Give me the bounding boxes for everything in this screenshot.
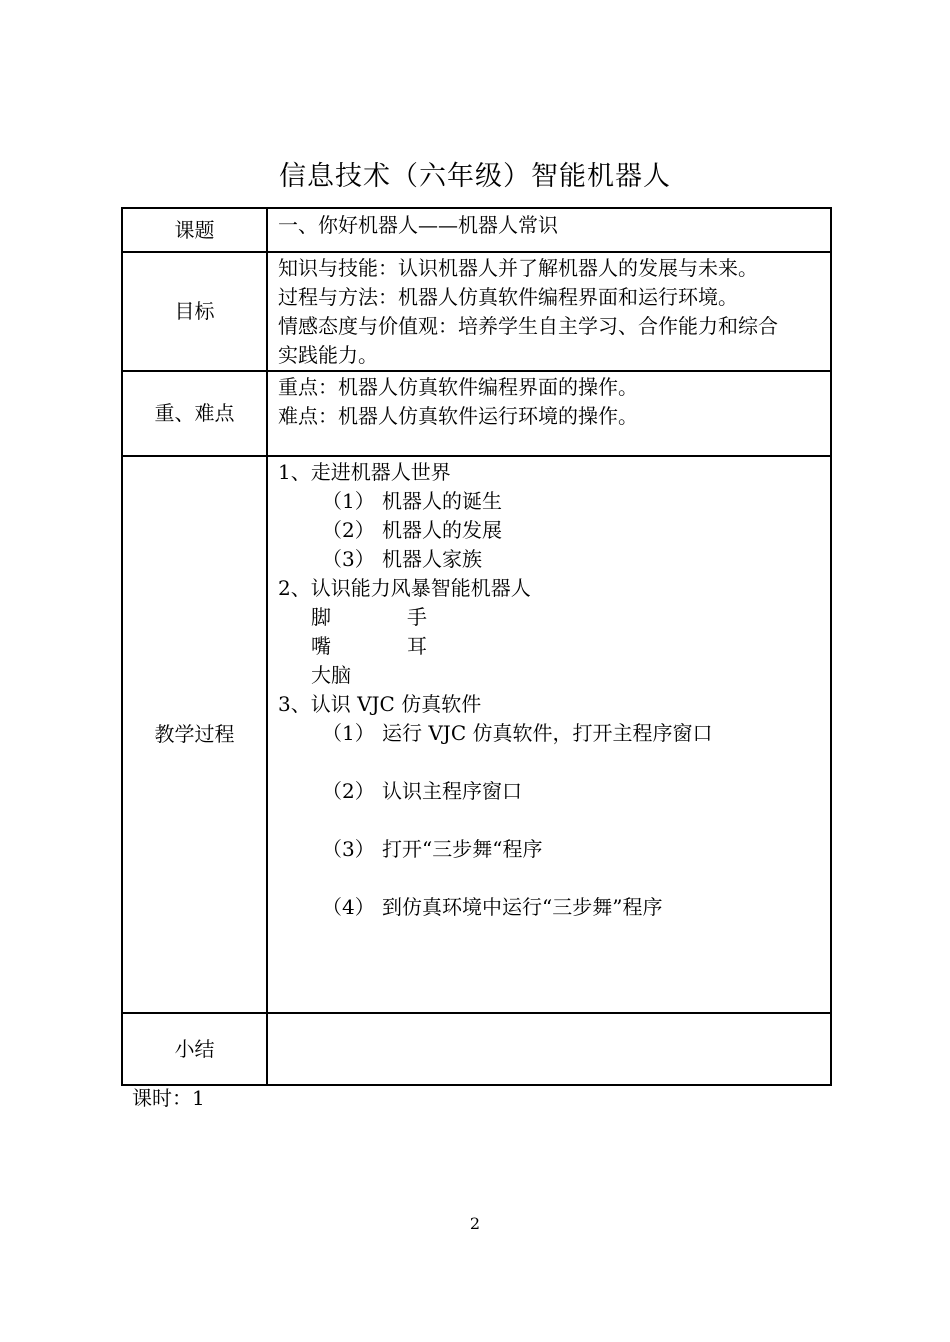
process-label: 教学过程 (122, 456, 267, 1013)
summary-label: 小结 (122, 1013, 267, 1085)
robot-part-row (278, 661, 824, 690)
list-item (278, 893, 824, 922)
key-points-cell (267, 371, 831, 456)
robot-part: 脚 (311, 605, 331, 629)
lesson-plan-table (121, 207, 832, 1086)
item-text: 运行 VJC 仿真软件，打开主程序窗口 (382, 721, 713, 745)
summary-row (122, 1013, 831, 1085)
page-number: 2 (469, 1214, 481, 1233)
item-number: （3） (322, 837, 375, 861)
robot-part: 手 (407, 605, 427, 629)
list-item (278, 719, 824, 748)
goal-line: 情感态度与价值观：培养学生自主学习、合作能力和综合 (278, 314, 778, 338)
robot-part-row (278, 603, 824, 632)
topic-row (122, 208, 831, 252)
difficult-point-line: 难点：机器人仿真软件运行环境的操作。 (278, 404, 638, 428)
list-item (278, 545, 824, 574)
topic-cell (267, 208, 831, 252)
key-point-line: 重点：机器人仿真软件编程界面的操作。 (278, 375, 638, 399)
goal-line: 实践能力。 (278, 343, 378, 367)
process-row (122, 456, 831, 1013)
item-number: （1） (322, 489, 375, 513)
item-text: 认识主程序窗口 (382, 779, 522, 803)
robot-part: 耳 (407, 634, 427, 658)
robot-part: 嘴 (311, 634, 331, 658)
item-text: 机器人的诞生 (382, 489, 502, 513)
list-item (278, 777, 824, 806)
goals-row (122, 252, 831, 371)
summary-cell (267, 1013, 831, 1085)
item-text: 机器人的发展 (382, 518, 502, 542)
item-text: 机器人家族 (382, 547, 482, 571)
robot-part-row (278, 632, 824, 661)
key-points-row (122, 371, 831, 456)
robot-part: 大脑 (311, 663, 351, 687)
item-number: （1） (322, 721, 375, 745)
item-text: 到仿真环境中运行“三步舞”程序 (382, 895, 663, 919)
topic-value: 一、你好机器人——机器人常识 (278, 213, 558, 237)
item-number: （2） (322, 518, 375, 542)
item-number: （3） (322, 547, 375, 571)
section-heading: 2、认识能力风暴智能机器人 (278, 576, 531, 600)
list-item (278, 487, 824, 516)
list-item (278, 835, 824, 864)
key-points-label: 重、难点 (122, 371, 267, 456)
process-cell (267, 456, 831, 1013)
goal-line: 知识与技能：认识机器人并了解机器人的发展与未来。 (278, 256, 758, 280)
item-number: （2） (322, 779, 375, 803)
goal-line: 过程与方法：机器人仿真软件编程界面和运行环境。 (278, 285, 738, 309)
section-heading: 1、走进机器人世界 (278, 460, 451, 484)
goals-cell (267, 252, 831, 371)
list-item (278, 516, 824, 545)
item-number: （4） (322, 895, 375, 919)
item-text: 打开“三步舞“程序 (382, 837, 543, 861)
lesson-hours: 课时：1 (132, 1086, 205, 1110)
section-heading: 3、认识 VJC 仿真软件 (278, 692, 482, 716)
document-title: 信息技术（六年级）智能机器人 (279, 161, 671, 192)
goals-label: 目标 (122, 252, 267, 371)
topic-label: 课题 (122, 208, 267, 252)
